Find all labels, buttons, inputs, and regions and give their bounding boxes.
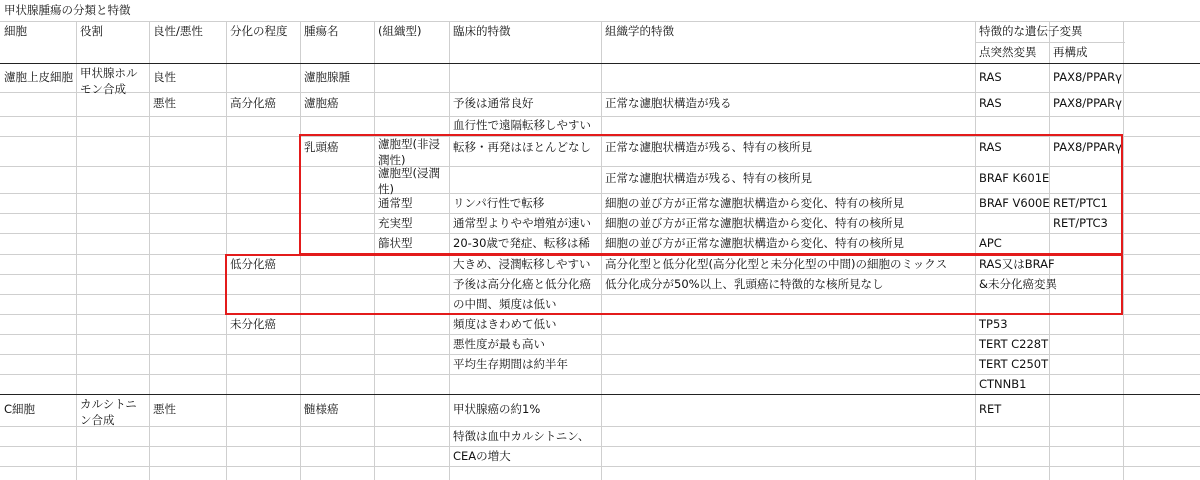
histotype-cell: 濾胞型(非浸潤性) [378,137,440,167]
histology-cell: 正常な濾胞状構造が残る [605,96,732,110]
role-calcitonin: カルシトニン合成 [80,397,137,427]
grid-line [601,21,602,480]
clinical-cell: リンパ行性で転移 [453,196,545,210]
mutation-cell: RAS [979,96,1002,110]
grid-line [149,21,150,480]
rearrangement-cell: PAX8/PPARγ [1053,140,1122,154]
role-hormone: 甲状腺ホルモン合成 [80,66,138,96]
malignant-label: 悪性 [153,402,176,416]
cell-type-c: C細胞 [4,402,36,416]
mutation-cell: RAS又はBRAF [979,257,1055,271]
clinical-cell: CEAの増大 [453,449,511,463]
header-rearrangement: 再構成 [1053,45,1088,59]
clinical-cell: 血行性で遠隔転移しやすい [453,118,591,132]
grid-line [300,21,301,480]
mutation-cell: BRAF K601E [979,171,1050,185]
header-role: 役割 [80,24,103,38]
header-differentiation: 分化の程度 [230,24,288,38]
rearrangement-cell: PAX8/PPARγ [1053,70,1122,84]
clinical-cell: 頻度はきわめて低い [453,317,557,331]
clinical-cell: 予後は高分化癌と低分化癌 [453,277,591,291]
clinical-cell: 通常型よりやや増殖が速い [453,216,591,230]
rearrangement-cell: RET/PTC3 [1053,216,1108,230]
grid-line [0,166,1200,167]
grid-line [0,294,1200,295]
tumor-medullary: 髄様癌 [304,402,339,416]
header-genetic: 特徴的な遺伝子変異 [979,24,1083,38]
diff-poorly: 低分化癌 [230,257,276,271]
grid-line [226,21,227,480]
histotype-cell: 篩状型 [378,236,413,250]
histology-cell: 正常な濾胞状構造が残る、特有の核所見 [605,140,812,154]
grid-line [1049,21,1050,480]
clinical-cell: の中間、頻度は低い [453,297,557,311]
clinical-cell: 悪性度が最も高い [453,337,545,351]
grid-line [0,233,1200,234]
grid-line [374,21,375,480]
tumor-papillary-carcinoma: 乳頭癌 [304,140,339,154]
tumor-adenoma: 濾胞腺腫 [304,70,350,84]
diff-undifferentiated: 未分化癌 [230,317,276,331]
clinical-cell: 予後は通常良好 [453,96,534,110]
header-histotype: (組織型) [378,24,422,38]
mutation-cell: RAS [979,140,1002,154]
malignant-label: 悪性 [153,96,176,110]
clinical-cell: 転移・再発はほとんどなし [453,140,591,154]
clinical-cell: 大きめ、浸潤転移しやすい [453,257,591,271]
mutation-cell: BRAF V600E [979,196,1050,210]
mutation-cell: RET [979,402,1002,416]
mutation-cell: TP53 [979,317,1008,331]
mutation-cell: CTNNB1 [979,377,1027,391]
grid-line [0,136,1200,137]
grid-line [0,466,1200,467]
grid-line [0,116,1200,117]
header-tumor-name: 腫瘍名 [304,24,339,38]
histology-cell: 細胞の並び方が正常な濾胞状構造から変化、特有の核所見 [605,196,904,210]
histology-cell: 高分化型と低分化型(高分化型と未分化型の中間)の細胞のミックス [605,257,948,271]
grid-line [0,446,1200,447]
rearrangement-cell: PAX8/PPARγ [1053,96,1122,110]
mutation-cell: TERT C228T [979,337,1049,351]
header-cell-type: 細胞 [4,24,27,38]
histotype-cell: 通常型 [378,196,413,210]
clinical-cell: 特徴は血中カルシトニン、 [453,429,590,443]
header-benign-malignant: 良性/悪性 [153,24,203,38]
mutation-cell: APC [979,236,1002,250]
grid-line [0,426,1200,427]
clinical-cell: 20-30歳で発症、転移は稀 [453,236,590,250]
grid-line [0,92,1200,93]
mutation-cell: TERT C250T [979,357,1049,371]
grid-line [975,21,976,480]
sheet-title: 甲状腺腫瘍の分類と特徴 [4,3,131,17]
grid-line [0,213,1200,214]
section-divider [0,394,1200,395]
clinical-cell: 甲状腺癌の約1% [453,402,541,416]
header-histology: 組織学的特徴 [605,24,674,38]
tumor-follicular-carcinoma: 濾胞癌 [304,96,339,110]
clinical-cell: 平均生存期間は約半年 [453,357,568,371]
grid-line [76,21,77,480]
cell-type-follicular: 濾胞上皮細胞 [4,70,73,84]
grid-line [1123,21,1124,480]
rearrangement-cell: RET/PTC1 [1053,196,1108,210]
header-point-mutation: 点突然変異 [979,45,1037,59]
mutation-cell: &未分化癌変異 [979,277,1057,291]
histology-cell: 細胞の並び方が正常な濾胞状構造から変化、特有の核所見 [605,236,904,250]
header-clinical: 臨床的特徴 [453,24,511,38]
grid-line [449,21,450,480]
histotype-cell: 充実型 [378,216,413,230]
histology-cell: 低分化成分が50%以上、乳頭癌に特徴的な核所見なし [605,277,884,291]
histology-cell: 正常な濾胞状構造が残る、特有の核所見 [605,171,812,185]
mutation-cell: RAS [979,70,1002,84]
diff-well: 高分化癌 [230,96,276,110]
header-divider [0,63,1200,64]
benign-label: 良性 [153,70,176,84]
histotype-cell: 濾胞型(浸潤性) [378,166,440,196]
grid-line [0,314,1200,315]
histology-cell: 細胞の並び方が正常な濾胞状構造から変化、特有の核所見 [605,216,904,230]
